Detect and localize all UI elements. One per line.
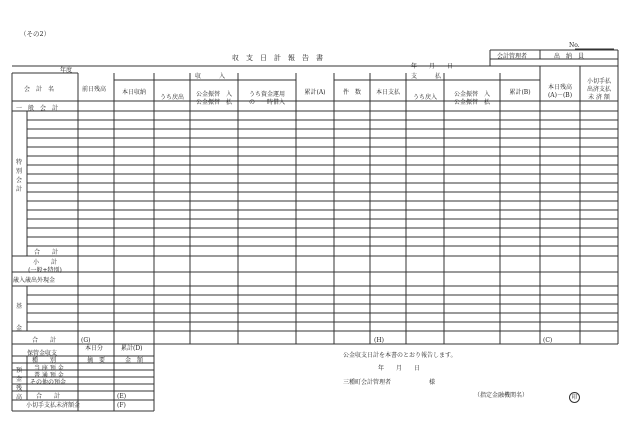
col-receipts-transfer: 公金振替 入 公金振替 払 bbox=[195, 91, 232, 106]
marker-c: (C) bbox=[543, 337, 553, 344]
row-external-cash: 歳入歳出外現金 bbox=[13, 277, 56, 284]
col-receipts-fund-loan: うち資金運用 の 一時借入 bbox=[248, 91, 285, 106]
report-honorific: 様 bbox=[429, 379, 436, 386]
col-payments-count: 件 数 bbox=[342, 89, 361, 96]
checks-unpaid-row: 小切手支払未済額金 bbox=[26, 402, 81, 409]
col-receipts-cumulative: 累計(A) bbox=[304, 89, 326, 96]
document-title: 収 支 日 計 報 告 書 bbox=[232, 54, 323, 62]
row-grand-total: 合 計 bbox=[32, 337, 57, 344]
marker-g: (G) bbox=[81, 337, 91, 344]
marker-h: (H) bbox=[374, 337, 384, 344]
row-special-accounts-side: 特別会計 bbox=[15, 159, 22, 193]
report-bank-name: （指定金融機関名） bbox=[474, 392, 529, 399]
col-receipts-today: 本日収納 bbox=[121, 89, 146, 96]
custody-col-type: 種 別 bbox=[32, 357, 57, 364]
row-subtotal-general-special: 小 計 (一般+特別) bbox=[28, 259, 62, 274]
report-officer: 三種町会計管理者 bbox=[343, 379, 392, 386]
col-group-receipts: 収 入 bbox=[195, 73, 226, 80]
col-prev-balance: 前日残高 bbox=[82, 86, 107, 93]
custody-cumulative: 累計(D) bbox=[121, 345, 143, 352]
deposit-ordinary: 普 通 預 金 bbox=[34, 372, 64, 379]
seal-stamp: 印 bbox=[569, 392, 580, 403]
custody-header: 保管金収支 bbox=[27, 350, 58, 357]
custody-col-amount: 金 額 bbox=[125, 357, 144, 364]
row-special-subtotal: 合 計 bbox=[34, 249, 59, 256]
report-date: 年 月 日 bbox=[378, 365, 421, 372]
col-payments-today: 本日支払 bbox=[375, 89, 400, 96]
col-receipts-refund: うち戻出 bbox=[159, 94, 184, 101]
col-payments-cumulative: 累計(B) bbox=[509, 89, 531, 96]
deposit-total: 合 計 bbox=[36, 393, 61, 400]
col-payments-refund: うち戻入 bbox=[412, 94, 437, 101]
marker-e: (E) bbox=[117, 393, 127, 400]
marker-f: (F) bbox=[117, 402, 126, 409]
deposit-other: その他の預金 bbox=[30, 379, 67, 386]
approval-cashier: 出 納 員 bbox=[554, 53, 585, 60]
col-payments-transfer: 公金振替 入 公金振替 払 bbox=[453, 91, 490, 106]
document-number-label: No. bbox=[569, 42, 580, 49]
report-statement: 公金収支日計を本書のとおり報告します。 bbox=[343, 352, 457, 359]
approval-accountant: 会計管理者 bbox=[497, 53, 528, 60]
custody-today: 本日分 bbox=[85, 345, 104, 352]
col-today-balance: 本日残高 (A)－(B) bbox=[547, 84, 573, 99]
col-group-payments: 支 払 bbox=[411, 73, 442, 80]
deposit-current: 当 座 預 金 bbox=[34, 365, 64, 372]
fiscal-year-label: 年度 bbox=[60, 67, 73, 74]
col-account-name: 会 計 名 bbox=[24, 86, 55, 93]
col-checks-unpaid: 小切手払 出済支払 未 済 額 bbox=[586, 78, 611, 101]
report-date-header: 年 月 日 bbox=[411, 63, 454, 70]
custody-col-note: 摘 要 bbox=[87, 357, 106, 364]
row-general-account: 一 般 会 計 bbox=[16, 105, 59, 112]
row-funds-side: 基金 bbox=[15, 303, 22, 332]
deposit-balance-side: 預金残高 bbox=[15, 367, 22, 401]
continuation-label: （その2） bbox=[20, 30, 51, 38]
